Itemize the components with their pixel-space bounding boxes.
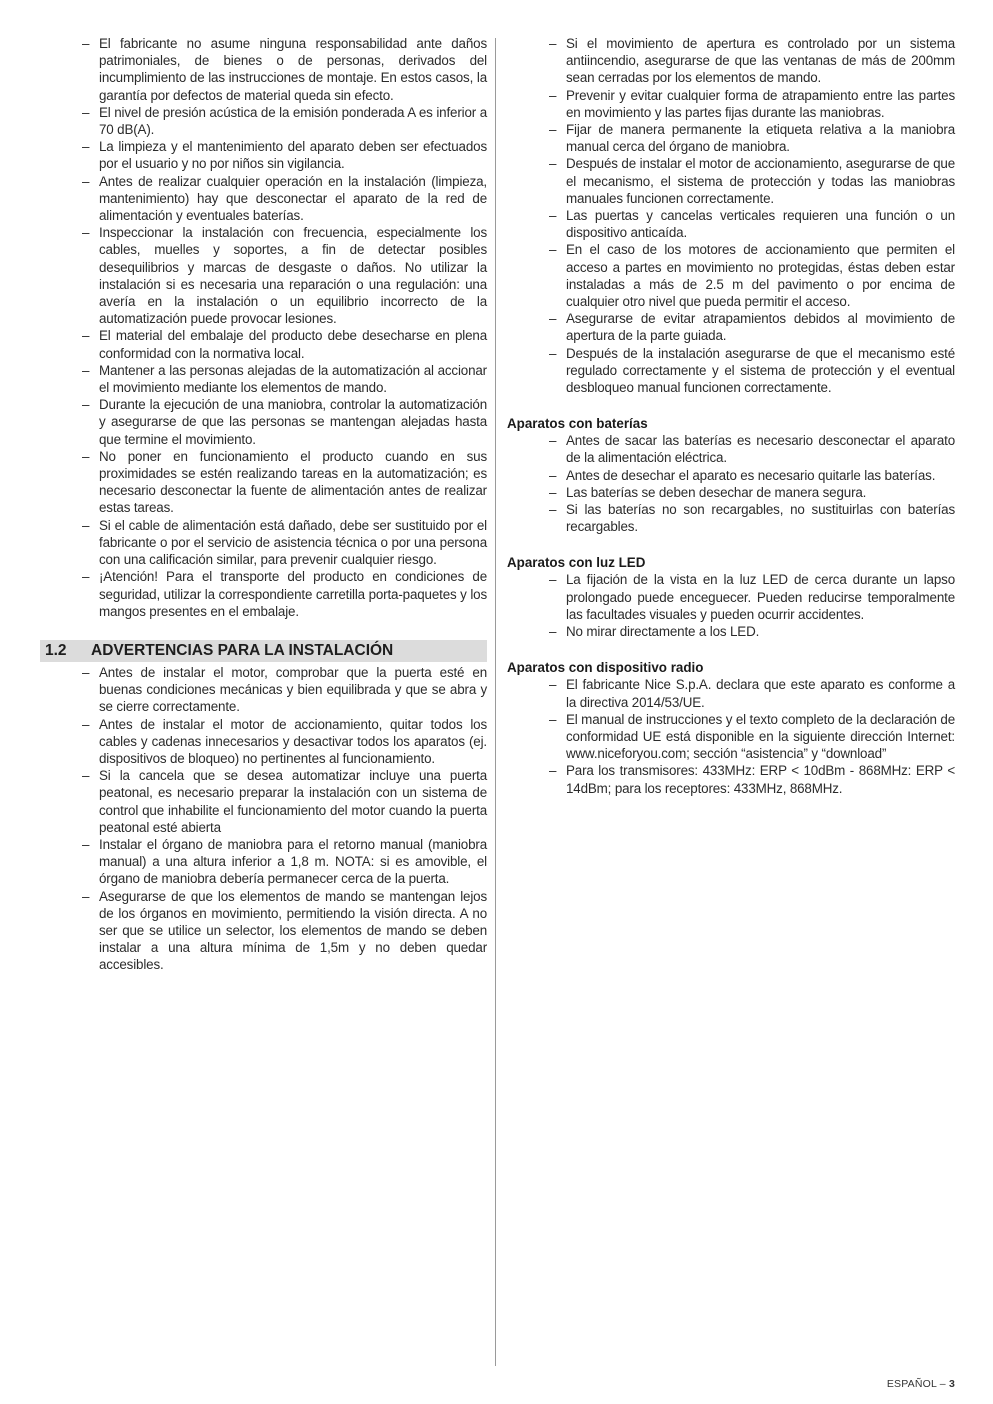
list-item: – No poner en funcionamiento el producto cuando en sus proximidades se estén realizando tareas en la automatización; es necesario desconectar la fuente de alimentación antes de realizar estas tareas. xyxy=(40,448,487,517)
installation-warnings-continued xyxy=(507,35,955,396)
list-item: – El nivel de presión acústica de la emisión ponderada A es inferior a 70 dB(A). xyxy=(40,104,487,138)
list-item: – El fabricante no asume ninguna responsabilidad ante daños patrimoniales, de bienes o de personas, derivados del incumplimiento de las instrucciones de montaje. En estos casos, la garantía por defectos de material queda sin efecto. xyxy=(40,35,487,104)
page-number: 3 xyxy=(948,1378,955,1390)
list-item: – Asegurarse de que los elementos de mando se mantengan lejos de los órganos en movimiento, permitiendo la visión directa. A no ser que se utilice un selector, los elementos de mando se deben instalar a una altura mínima de 1,5m y no deben quedar accesibles. xyxy=(40,888,487,974)
led-heading: Aparatos con luz LED xyxy=(507,555,646,571)
right-column xyxy=(507,35,955,797)
list-item: – Las puertas y cancelas verticales requieren una función o un dispositivo anticaída. xyxy=(507,207,955,241)
section-title: ADVERTENCIAS PARA LA INSTALACIÓN xyxy=(91,641,394,659)
list-item: – Si las baterías no son recargables, no sustituirlas con baterías recargables. xyxy=(507,501,955,535)
batteries-list xyxy=(507,432,955,535)
list-item: – Prevenir y evitar cualquier forma de atrapamiento entre las partes en movimiento y las partes fijas durante las maniobras. xyxy=(507,87,955,121)
list-item: – Después de la instalación asegurarse de que el mecanismo esté regulado correctamente y el sistema de protección y el eventual desbloqueo manual funcionen correctamente. xyxy=(507,345,955,397)
list-item: – No mirar directamente a los LED. xyxy=(507,623,955,640)
list-item: – Durante la ejecución de una maniobra, controlar la automatización y asegurarse de que las personas se mantengan alejadas hasta que termine el movimiento. xyxy=(40,396,487,448)
list-item: – El fabricante Nice S.p.A. declara que este aparato es conforme a la directiva 2014/53/UE. xyxy=(507,676,955,710)
led-list xyxy=(507,571,955,640)
list-item: – El material del embalaje del producto debe desecharse en plena conformidad con la normativa local. xyxy=(40,327,487,361)
list-item: – Fijar de manera permanente la etiqueta relativa a la maniobra manual cerca del órgano de maniobra. xyxy=(507,121,955,155)
list-item: – La fijación de la vista en la luz LED de cerca durante un lapso prolongado puede enceguecer. Pueden reducirse temporalmente las facultades visuales y pueden ocurrir accidentes. xyxy=(507,571,955,623)
page-footer xyxy=(887,1378,955,1390)
list-item: – Después de instalar el motor de accionamiento, asegurarse de que el mecanismo, el sistema de protección y todas las maniobras manuales funcionen correctamente. xyxy=(507,155,955,207)
radio-heading: Aparatos con dispositivo radio xyxy=(507,660,704,676)
footer-language: ESPAÑOL – xyxy=(886,1378,949,1390)
installation-warnings-list xyxy=(40,664,487,974)
section-heading xyxy=(40,640,487,662)
list-item: – Antes de desechar el aparato es necesario quitarle las baterías. xyxy=(507,467,955,484)
list-item: – Si el cable de alimentación está dañado, debe ser sustituido por el fabricante o por el servicio de asistencia técnica o por una persona con una calificación similar, para prevenir cualquier riesgo. xyxy=(40,517,487,569)
list-item: – Antes de sacar las baterías es necesario desconectar el aparato de la alimentación eléctrica. xyxy=(507,432,955,466)
list-item: – Instalar el órgano de maniobra para el retorno manual (maniobra manual) a una altura inferior a 1,8 m. NOTA: si es amovible, el órgano de maniobra debería permanecer cerca de la puerta. xyxy=(40,836,487,888)
list-item: – La limpieza y el mantenimiento del aparato deben ser efectuados por el usuario y no por niños sin vigilancia. xyxy=(40,138,487,172)
list-item: – El manual de instrucciones y el texto completo de la declaración de conformidad UE está disponible en la siguiente dirección Internet: www.niceforyou.com; sección “asistencia” y “download” xyxy=(507,711,955,763)
left-column xyxy=(40,35,487,974)
list-item: – Si el movimiento de apertura es controlado por un sistema antiincendio, asegurarse de que las ventanas de más de 200mm sean cerradas por los elementos de mando. xyxy=(507,35,955,87)
batteries-heading: Aparatos con baterías xyxy=(507,416,648,432)
list-item: – ¡Atención! Para el transporte del producto en condiciones de seguridad, utilizar la correspondiente carretilla porta-paquetes y los mangos presentes en el embalaje. xyxy=(40,568,487,620)
column-divider xyxy=(495,38,496,1366)
list-item: – Antes de instalar el motor, comprobar que la puerta esté en buenas condiciones mecánicas y bien equilibrada y que se abra y se cierre correctamente. xyxy=(40,664,487,716)
list-item: – Las baterías se deben desechar de manera segura. xyxy=(507,484,955,501)
list-item: – Mantener a las personas alejadas de la automatización al accionar el movimiento mediante los elementos de mando. xyxy=(40,362,487,396)
list-item: – Asegurarse de evitar atrapamientos debidos al movimiento de apertura de la parte guiada. xyxy=(507,310,955,344)
safety-warnings-list xyxy=(40,35,487,620)
list-item: – Para los transmisores: 433MHz: ERP < 10dBm - 868MHz: ERP < 14dBm; para los receptores: 433MHz, 868MHz. xyxy=(507,762,955,796)
list-item: – Inspeccionar la instalación con frecuencia, especialmente los cables, muelles y soportes, a fin de detectar posibles desequilibrios y marcas de desgaste o daños. No utilizar la instalación si es necesaria una reparación o una regulación: una avería en la instalación o un equilibrio incorrecto de la automatización puede provocar lesiones. xyxy=(40,224,487,327)
list-item: – Si la cancela que se desea automatizar incluye una puerta peatonal, es necesario preparar la instalación con un sistema de control que inhabilite el funcionamiento del motor cuando la puerta peatonal esté abierta xyxy=(40,767,487,836)
section-number: 1.2 xyxy=(45,641,67,659)
radio-list xyxy=(507,676,955,796)
list-item: – Antes de instalar el motor de accionamiento, quitar todos los cables y cadenas innecesarios y desactivar todos los aparatos (ej. dispositivos de bloqueo) no pertinentes al funcionamiento. xyxy=(40,716,487,768)
list-item: – En el caso de los motores de accionamiento que permiten el acceso a partes en movimiento no protegidas, éstas deben estar instaladas a más de 2.5 m del pavimento o por encima de cualquier otro nivel que pueda permitir el acceso. xyxy=(507,241,955,310)
list-item: – Antes de realizar cualquier operación en la instalación (limpieza, mantenimiento) hay que desconectar el aparato de la red de alimentación y eventuales baterías. xyxy=(40,173,487,225)
